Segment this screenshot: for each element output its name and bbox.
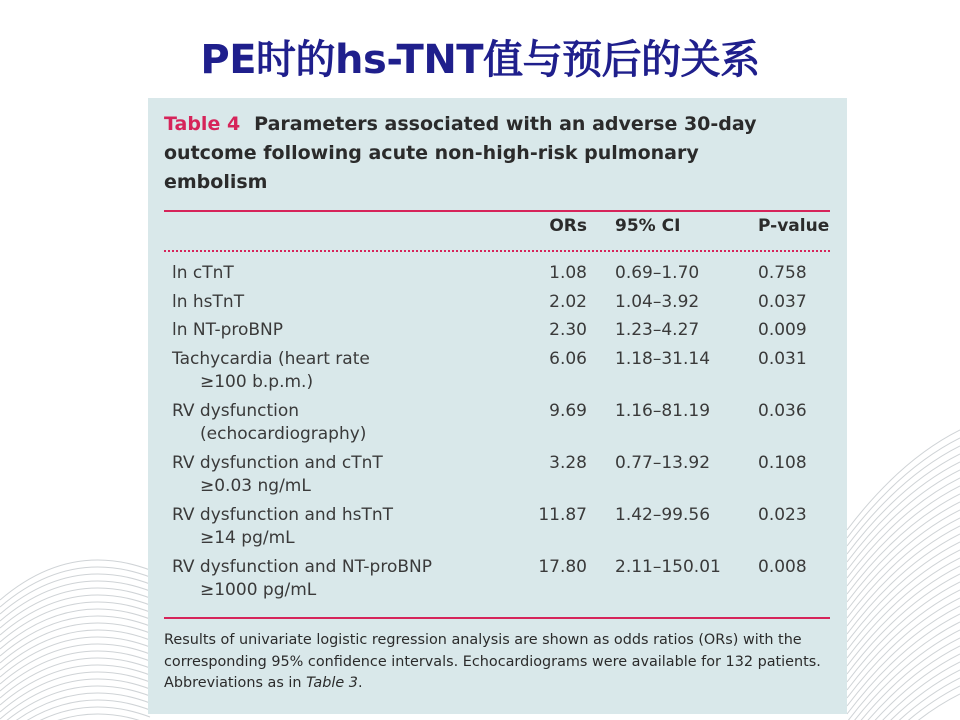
row-label [172,556,502,602]
row-label [172,319,502,342]
row-or-value: 6.06 [549,348,587,369]
table-label: Table 4 [164,113,241,135]
background-line-left [0,595,150,635]
row-ci-value: 2.11–150.01 [615,556,721,577]
header-p-value: P-value [758,216,830,236]
row-ci-value: 1.42–99.56 [615,504,711,525]
row-label [172,262,502,285]
table-row [164,556,830,608]
row-label-sub: ≥14 pg/mL [200,527,295,548]
row-label-main: RV dysfunction and cTnT [172,452,383,473]
background-line-left [0,602,150,642]
row-label-main: RV dysfunction [172,400,300,421]
row-or-value: 2.02 [549,291,587,312]
background-line-left [0,609,150,649]
background-line-left [0,637,150,677]
table-row [164,504,830,556]
row-label-main: ln NT-proBNP [172,320,284,340]
background-line-left [0,672,150,712]
row-p-value: 0.037 [758,291,807,312]
footnote-text: Results of univariate logistic regression analysis are shown as odds ratios (ORs) with the corresponding 95% confidence intervals. Echocardiograms were available for 132 patients. Abbreviations as in [164,632,821,691]
row-p-value: 0.108 [758,452,807,473]
background-line-left [0,567,150,607]
row-label [172,400,502,446]
row-ci-value: 0.69–1.70 [615,263,700,283]
row-ci-value: 1.04–3.92 [615,291,700,312]
row-ci-value: 0.77–13.92 [615,452,711,473]
row-or-value: 3.28 [549,452,587,473]
footnote-end: . [357,675,363,691]
background-line-right [847,630,960,720]
background-line-left [0,658,150,698]
row-label-main: RV dysfunction and NT-proBNP [172,556,432,577]
row-or-value: 11.87 [538,504,587,525]
table-row [164,400,830,452]
header-ci: 95% CI [615,216,681,236]
row-label-main: ln cTnT [172,263,234,283]
table-bottom-rule [164,617,830,619]
row-or-value: 1.08 [549,263,587,283]
row-label-main: ln hsTnT [172,291,245,312]
slide-title: PE时的hs-TNT值与预后的关系 [200,37,760,83]
row-p-value: 0.023 [758,504,807,525]
background-line-left [0,574,150,614]
background-line-right [847,430,960,530]
row-ci-value: 1.23–4.27 [615,320,700,340]
row-or-value: 9.69 [549,400,587,421]
header-dotted-rule [164,250,830,252]
table-row [164,262,830,291]
row-label-sub: ≥1000 pg/mL [200,579,317,600]
row-label [172,291,502,314]
background-line-left [0,588,150,628]
row-ci-value: 1.18–31.14 [615,348,711,369]
background-line-left [0,651,150,691]
background-line-left [0,560,150,600]
row-label-main: Tachycardia (heart rate [172,348,370,369]
row-p-value: 0.036 [758,400,807,421]
background-line-left [0,679,150,719]
table-row [164,319,830,348]
row-label [172,452,502,498]
row-label-sub: ≥0.03 ng/mL [200,475,311,496]
row-label-sub: ≥100 b.p.m.) [200,371,314,392]
background-line-left [0,616,150,656]
row-label-sub: (echocardiography) [200,423,367,444]
row-p-value: 0.008 [758,556,807,577]
row-label-main: RV dysfunction and hsTnT [172,504,394,525]
row-or-value: 17.80 [538,556,587,577]
background-line-right [847,446,960,546]
background-line-right [847,662,960,720]
table-top-rule [164,210,830,212]
background-line-left [0,623,150,663]
row-p-value: 0.758 [758,263,807,283]
table-header-row [164,216,830,246]
table-row [164,348,830,400]
row-label [172,504,502,550]
row-p-value: 0.009 [758,320,807,340]
table-caption-text: Parameters associated with an adverse 30-day outcome following acute non-high-risk pulmonary embolism [164,113,757,193]
background-line-left [0,630,150,670]
footnote-table-ref: Table 3 [306,675,358,691]
table-body [164,262,830,608]
background-line-left [0,714,150,720]
background-line-left [0,644,150,684]
row-ci-value: 1.16–81.19 [615,400,711,421]
table-row [164,452,830,504]
row-p-value: 0.031 [758,348,807,369]
background-line-left [0,581,150,621]
table-footnote [164,630,836,695]
background-line-right [847,438,960,538]
table-row [164,291,830,320]
row-label [172,348,502,394]
table-card [148,98,847,714]
row-or-value: 2.30 [549,320,587,340]
background-line-left [0,665,150,705]
header-ors: ORs [549,216,587,236]
table-caption [164,110,804,197]
